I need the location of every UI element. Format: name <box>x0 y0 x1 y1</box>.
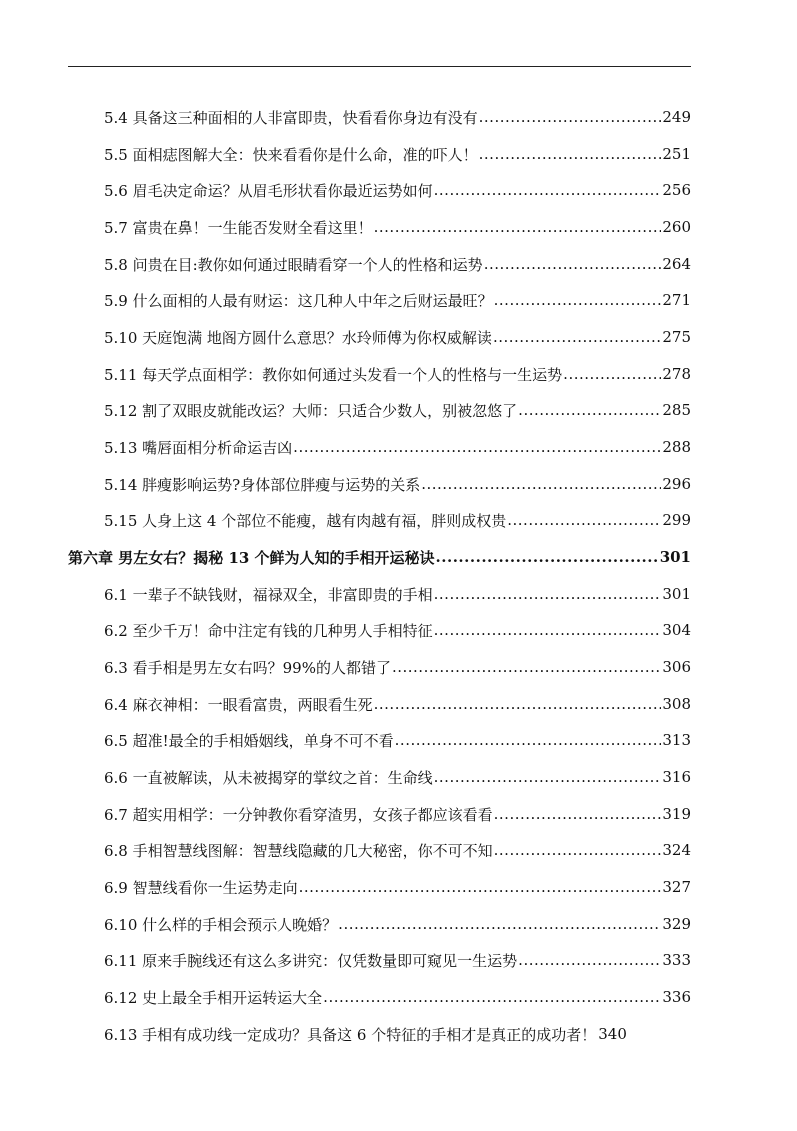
toc-entry-page: 278 <box>662 365 691 383</box>
toc-entry-page: 296 <box>662 475 691 493</box>
toc-chapter-title: 第六章 男左女右？揭秘 13 个鲜为人知的手相开运秘诀 <box>68 548 435 567</box>
toc-entry[interactable] <box>104 612 691 648</box>
toc-chapter-heading[interactable] <box>68 539 691 575</box>
toc-entry[interactable] <box>104 832 691 868</box>
toc-entry-page: 304 <box>662 621 691 639</box>
toc-entry[interactable] <box>104 722 691 758</box>
toc-entry[interactable] <box>104 942 691 978</box>
toc-entry-title: 5.9 什么面相的人最有财运：这几种人中年之后财运最旺？ <box>104 291 493 310</box>
toc-entry-title: 5.14 胖瘦影响运势?身体部位胖瘦与运势的关系 <box>104 475 421 494</box>
toc-entry-page: 275 <box>662 328 691 346</box>
toc-entry[interactable] <box>104 209 691 245</box>
toc-entry-page: 313 <box>662 731 691 749</box>
toc-entry-page: 251 <box>662 145 691 163</box>
toc-entry[interactable] <box>104 172 691 208</box>
toc-entry-page: 299 <box>662 511 691 529</box>
toc-entry-page: 324 <box>662 841 691 859</box>
toc-entry-title: 6.2 至少千万！命中注定有钱的几种男人手相特征 <box>104 621 433 640</box>
toc-leader-dots <box>338 915 661 933</box>
toc-leader-dots <box>518 951 661 969</box>
toc-entry-title: 6.6 一直被解读，从未被揭穿的掌纹之首：生命线 <box>104 768 433 787</box>
toc-entry-page: 249 <box>662 108 691 126</box>
toc-entry[interactable] <box>104 356 691 392</box>
toc-entry[interactable] <box>104 649 691 685</box>
toc-entry-page: 260 <box>662 218 691 236</box>
toc-entry-title: 5.7 富贵在鼻！一生能否发财全看这里！ <box>104 218 373 237</box>
toc-entry[interactable] <box>104 576 691 612</box>
toc-leader-dots <box>479 108 662 126</box>
toc-entry-page: 319 <box>662 805 691 823</box>
toc-leader-dots <box>392 658 661 676</box>
toc-leader-dots <box>479 145 662 163</box>
toc-entry[interactable] <box>104 282 691 318</box>
toc-entry-title: 5.8 问贵在目:教你如何通过眼睛看穿一个人的性格和运势 <box>104 255 483 274</box>
toc-leader-dots <box>434 585 662 603</box>
toc-entry-page: 256 <box>662 181 691 199</box>
toc-entry-title: 6.5 超准!最全的手相婚姻线，单身不可不看 <box>104 731 394 750</box>
toc-entry-page: 336 <box>662 988 691 1006</box>
toc-entry[interactable] <box>104 979 691 1015</box>
toc-entry-title: 6.10 什么样的手相会预示人晚婚？ <box>104 915 338 934</box>
toc-leader-dots <box>494 805 662 823</box>
toc-leader-dots <box>299 878 662 896</box>
toc-entry[interactable] <box>104 686 691 722</box>
toc-entry-page: 333 <box>662 951 691 969</box>
toc-leader-dots <box>493 328 661 346</box>
toc-leader-dots <box>421 475 661 493</box>
toc-entry[interactable] <box>104 759 691 795</box>
toc-entry[interactable] <box>104 869 691 905</box>
toc-entry-title: 6.12 史上最全手相开运转运大全 <box>104 988 323 1007</box>
toc-entry-page: 285 <box>662 401 691 419</box>
toc-entry[interactable] <box>104 502 691 538</box>
toc-leader-dots <box>563 365 661 383</box>
toc-leader-dots <box>494 841 662 859</box>
toc-leader-dots <box>374 218 662 236</box>
toc-entry[interactable] <box>104 246 691 282</box>
toc-leader-dots <box>293 438 661 456</box>
toc-leader-dots <box>494 291 662 309</box>
toc-entry-page: 327 <box>662 878 691 896</box>
toc-entry-title: 5.11 每天学点面相学：教你如何通过头发看一个人的性格与一生运势 <box>104 365 563 384</box>
toc-entry-title: 5.4 具备这三种面相的人非富即贵，快看看你身边有没有 <box>104 108 478 127</box>
toc-entry-title: 5.5 面相痣图解大全：快来看看你是什么命，准的吓人！ <box>104 145 478 164</box>
toc-leader-dots <box>434 181 662 199</box>
toc-entry-title: 6.13 手相有成功线一定成功？具备这 6 个特征的手相才是真正的成功者！ <box>104 1025 597 1044</box>
toc-chapter-page: 301 <box>659 548 691 566</box>
toc-entry-title: 5.12 割了双眼皮就能改运？大师：只适合少数人，别被忽悠了 <box>104 401 518 420</box>
toc-entry-page: 271 <box>662 291 691 309</box>
toc-entry[interactable] <box>104 796 691 832</box>
toc-entry-title: 5.10 天庭饱满 地阁方圆什么意思？水玲师傅为你权威解读 <box>104 328 492 347</box>
toc-entry-page: 308 <box>662 695 691 713</box>
toc-entry-title: 6.8 手相智慧线图解：智慧线隐藏的几大秘密，你不可不知 <box>104 841 493 860</box>
toc-entry[interactable] <box>104 429 691 465</box>
toc-leader-dots <box>323 988 661 1006</box>
toc-leader-dots <box>436 548 659 566</box>
toc-entry-title: 6.3 看手相是男左女右吗？99%的人都错了 <box>104 658 391 677</box>
toc-entry-title: 5.15 人身上这 4 个部位不能瘦，越有肉越有福，胖则成权贵 <box>104 511 507 530</box>
toc-entry-title: 5.6 眉毛决定命运？从眉毛形状看你最近运势如何 <box>104 181 433 200</box>
toc-leader-dots <box>434 768 662 786</box>
toc-entry-title: 6.11 原来手腕线还有这么多讲究：仅凭数量即可窥见一生运势 <box>104 951 518 970</box>
toc-entry-title: 6.1 一辈子不缺钱财，福禄双全，非富即贵的手相 <box>104 585 433 604</box>
toc-entry-page: 264 <box>662 255 691 273</box>
toc-leader-dots <box>518 401 661 419</box>
toc-entry-page: 340 <box>598 1025 627 1043</box>
toc-entry[interactable] <box>104 1016 714 1052</box>
toc-leader-dots <box>434 621 662 639</box>
header-rule <box>68 66 691 67</box>
toc-leader-dots <box>507 511 661 529</box>
toc-entry-title: 6.4 麻衣神相：一眼看富贵，两眼看生死 <box>104 695 373 714</box>
toc-entry[interactable] <box>104 466 691 502</box>
toc-entry-page: 301 <box>662 585 691 603</box>
toc-entry-page: 316 <box>662 768 691 786</box>
toc-entry[interactable] <box>104 99 691 135</box>
toc-entry[interactable] <box>104 392 691 428</box>
toc-leader-dots <box>374 695 662 713</box>
toc-entry[interactable] <box>104 906 691 942</box>
toc-entry[interactable] <box>104 136 691 172</box>
toc-entry[interactable] <box>104 319 691 355</box>
toc-entry-title: 5.13 嘴唇面相分析命运吉凶 <box>104 438 293 457</box>
toc-entry-page: 306 <box>662 658 691 676</box>
toc-leader-dots <box>395 731 662 749</box>
toc-entry-page: 288 <box>662 438 691 456</box>
toc-entry-title: 6.9 智慧线看你一生运势走向 <box>104 878 298 897</box>
toc-entry-title: 6.7 超实用相学：一分钟教你看穿渣男，女孩子都应该看看 <box>104 805 493 824</box>
toc-leader-dots <box>484 255 662 273</box>
toc-entry-page: 329 <box>662 915 691 933</box>
